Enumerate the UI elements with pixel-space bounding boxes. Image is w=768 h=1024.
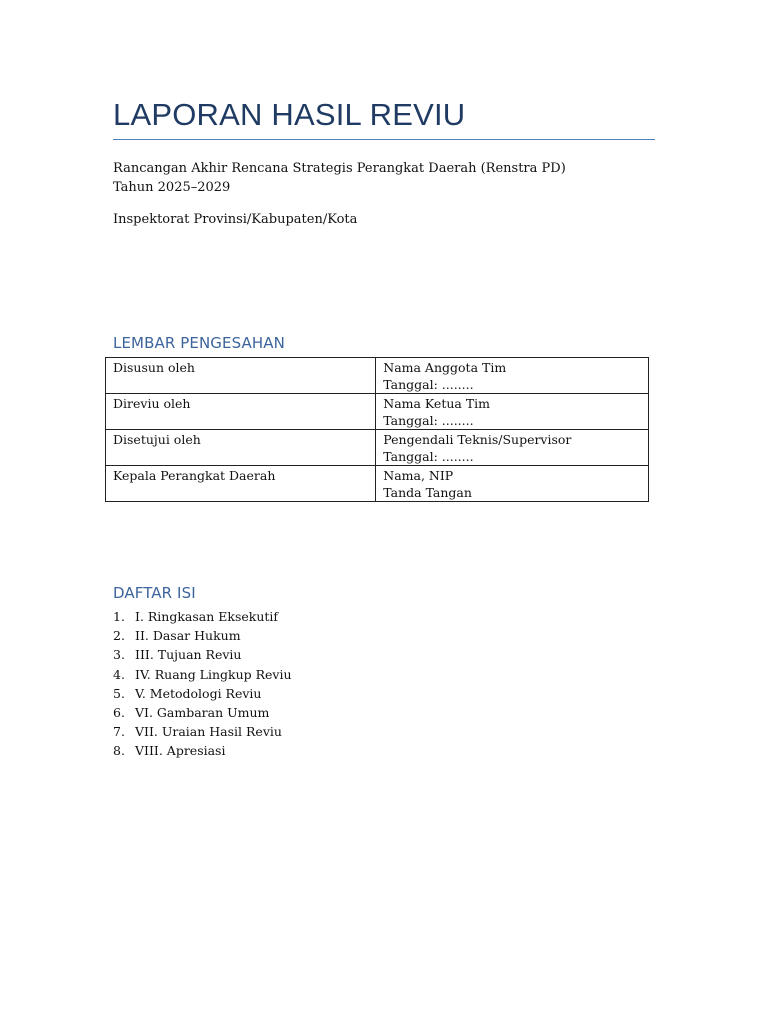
organization-name: Inspektorat Provinsi/Kabupaten/Kota [113, 212, 358, 227]
table-of-contents [113, 607, 292, 761]
table-row [106, 358, 649, 394]
toc-item-label: III. Tujuan Reviu [135, 647, 242, 663]
approval-role: Disusun oleh [106, 358, 376, 394]
approval-signatory [376, 430, 649, 466]
toc-item [113, 665, 292, 684]
subtitle-line-2: Tahun 2025–2029 [113, 180, 231, 195]
toc-item-number: 3. [113, 647, 125, 663]
signatory-name: Nama Anggota Tim [383, 360, 507, 375]
signatory-detail: Tanggal: ........ [383, 413, 474, 428]
approval-role: Direviu oleh [106, 394, 376, 430]
approval-signatory [376, 394, 649, 430]
approval-role: Kepala Perangkat Daerah [106, 466, 376, 502]
toc-item-number: 5. [113, 685, 125, 701]
approval-table [105, 357, 649, 502]
toc-item [113, 741, 292, 760]
toc-item-label: I. Ringkasan Eksekutif [135, 609, 279, 624]
table-row [106, 394, 649, 430]
approval-heading: LEMBAR PENGESAHAN [113, 334, 285, 352]
toc-item [113, 645, 292, 664]
toc-item-number: 1. [113, 609, 125, 624]
toc-item-label: VII. Uraian Hasil Reviu [135, 724, 282, 740]
toc-item-label: VIII. Apresiasi [135, 743, 226, 759]
toc-item [113, 684, 292, 703]
toc-item [113, 626, 292, 645]
signatory-detail: Tanda Tangan [383, 485, 472, 500]
signatory-detail: Tanggal: ........ [383, 449, 474, 464]
toc-item-number: 8. [113, 743, 125, 759]
table-row [106, 430, 649, 466]
signatory-name: Nama, NIP [383, 468, 454, 483]
toc-item-label: VI. Gambaran Umum [135, 704, 270, 720]
toc-item-label: II. Dasar Hukum [135, 628, 241, 644]
signatory-name: Nama Ketua Tim [383, 396, 491, 411]
toc-item-label: IV. Ruang Lingkup Reviu [135, 666, 292, 682]
toc-item [113, 722, 292, 741]
approval-role: Disetujui oleh [106, 430, 376, 466]
toc-heading: DAFTAR ISI [113, 584, 196, 602]
title-divider [113, 139, 655, 140]
toc-item-label: V. Metodologi Reviu [135, 685, 262, 701]
toc-item-number: 7. [113, 724, 125, 740]
approval-signatory [376, 466, 649, 502]
toc-item-number: 4. [113, 666, 125, 682]
approval-signatory [376, 358, 649, 394]
toc-item [113, 703, 292, 722]
toc-item-number: 2. [113, 628, 125, 644]
toc-item-number: 6. [113, 704, 125, 720]
document-title: LAPORAN HASIL REVIU [113, 97, 466, 132]
signatory-detail: Tanggal: ........ [383, 377, 474, 392]
toc-item [113, 607, 292, 626]
document-subtitle [113, 159, 566, 197]
subtitle-line-1: Rancangan Akhir Rencana Strategis Perangkat Daerah (Renstra PD) [113, 161, 566, 176]
signatory-name: Pengendali Teknis/Supervisor [383, 432, 572, 447]
table-row [106, 466, 649, 502]
